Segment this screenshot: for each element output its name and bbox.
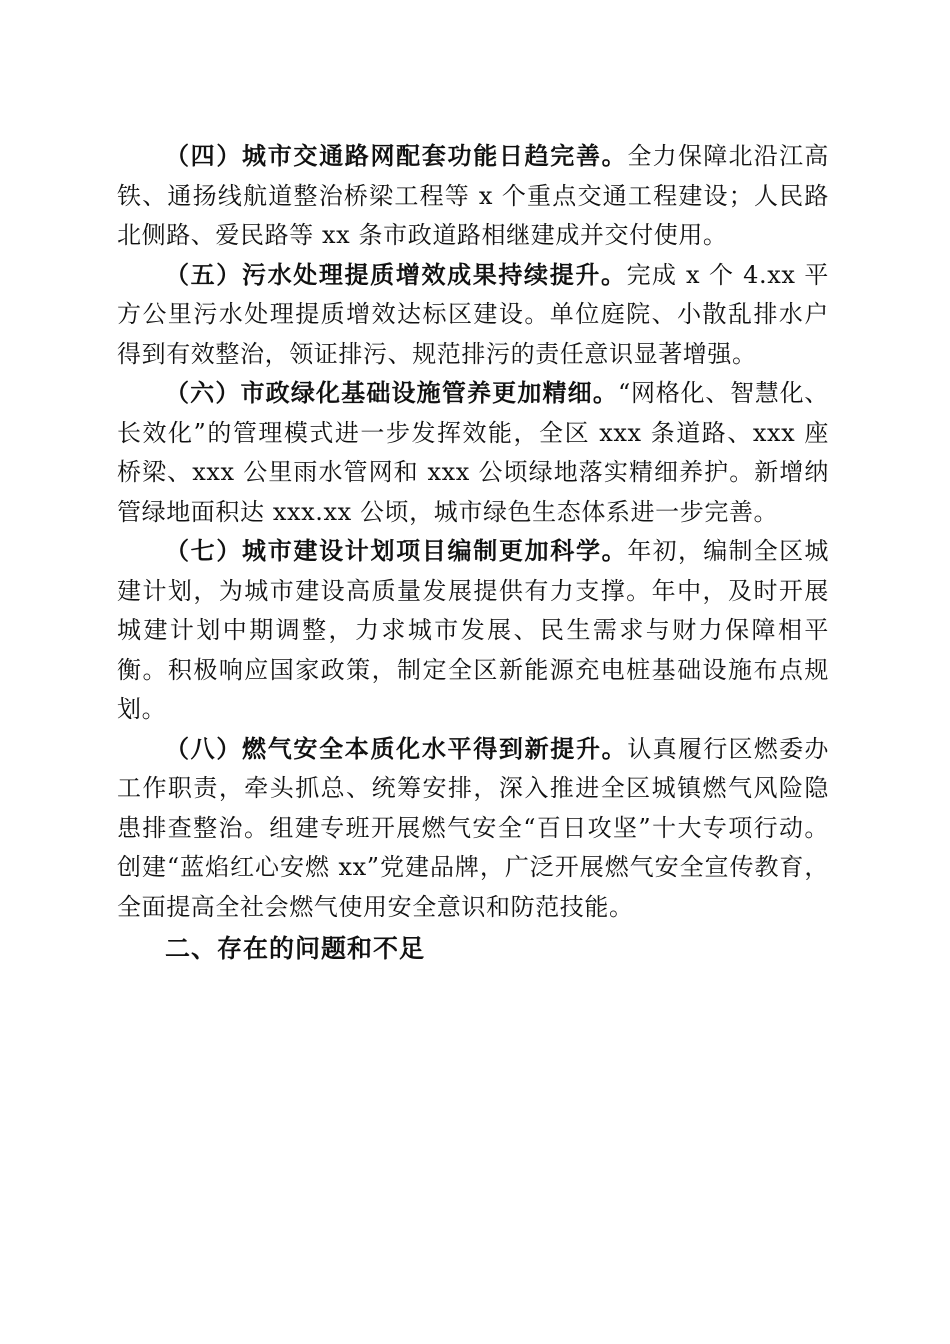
paragraph-7 [117,532,829,730]
paragraph-body: 全力保障北沿江高铁、通扬线航道整治桥梁工程等 x 个重点交通工程建设；人民路北侧路、爱民路等 xx 条市政道路相继建成并交付使用。 [117,142,829,249]
paragraph-8 [117,730,829,928]
paragraph-lead: （四）城市交通路网配套功能日趋完善。 [165,142,628,170]
paragraph-lead: （七）城市建设计划项目编制更加科学。 [165,537,628,565]
paragraph-lead: （八）燃气安全本质化水平得到新提升。 [165,734,628,763]
paragraph-lead: （五）污水处理提质增效成果持续提升。 [165,260,627,289]
paragraph-6 [117,374,829,532]
paragraph-body: 认真履行区燃委办工作职责，牵头抓总、统筹安排，深入推进全区城镇燃气风险隐患排查整治。组建专班开展燃气安全“百日攻坚”十大专项行动。创建“蓝焰红心安燃 xx”党建品牌，广泛开展燃气安全宣传教育，全面提高全社会燃气使用安全意识和防范技能。 [117,734,829,921]
paragraph-lead: （六）市政绿化基础设施管养更加精细。 [165,379,618,407]
section-heading: 二、存在的问题和不足 [165,934,426,963]
paragraph-body: “网格化、智慧化、长效化”的管理模式进一步发挥效能，全区 xxx 条道路、xxx 座桥梁、xxx 公里雨水管网和 xxx 公顷绿地落实精细养护。新增纳管绿地面积达 xxx.xx 公顷，城市绿色生态体系进一步完善。 [117,379,830,526]
paragraph-5 [117,256,829,375]
paragraph-4 [117,137,829,256]
paragraph-body: 完成 x 个 4.xx 平方公里污水处理提质增效达标区建设。单位庭院、小散乱排水户得到有效整治，领证排污、规范排污的责任意识显著增强。 [117,260,830,368]
paragraph-body: 年初，编制全区城建计划，为城市建设高质量发展提供有力支撑。年中，及时开展城建计划中期调整，力求城市发展、民生需求与财力保障相平衡。积极响应国家政策，制定全区新能源充电桩基础设施布点规划。 [117,537,829,723]
document-page [117,137,829,971]
